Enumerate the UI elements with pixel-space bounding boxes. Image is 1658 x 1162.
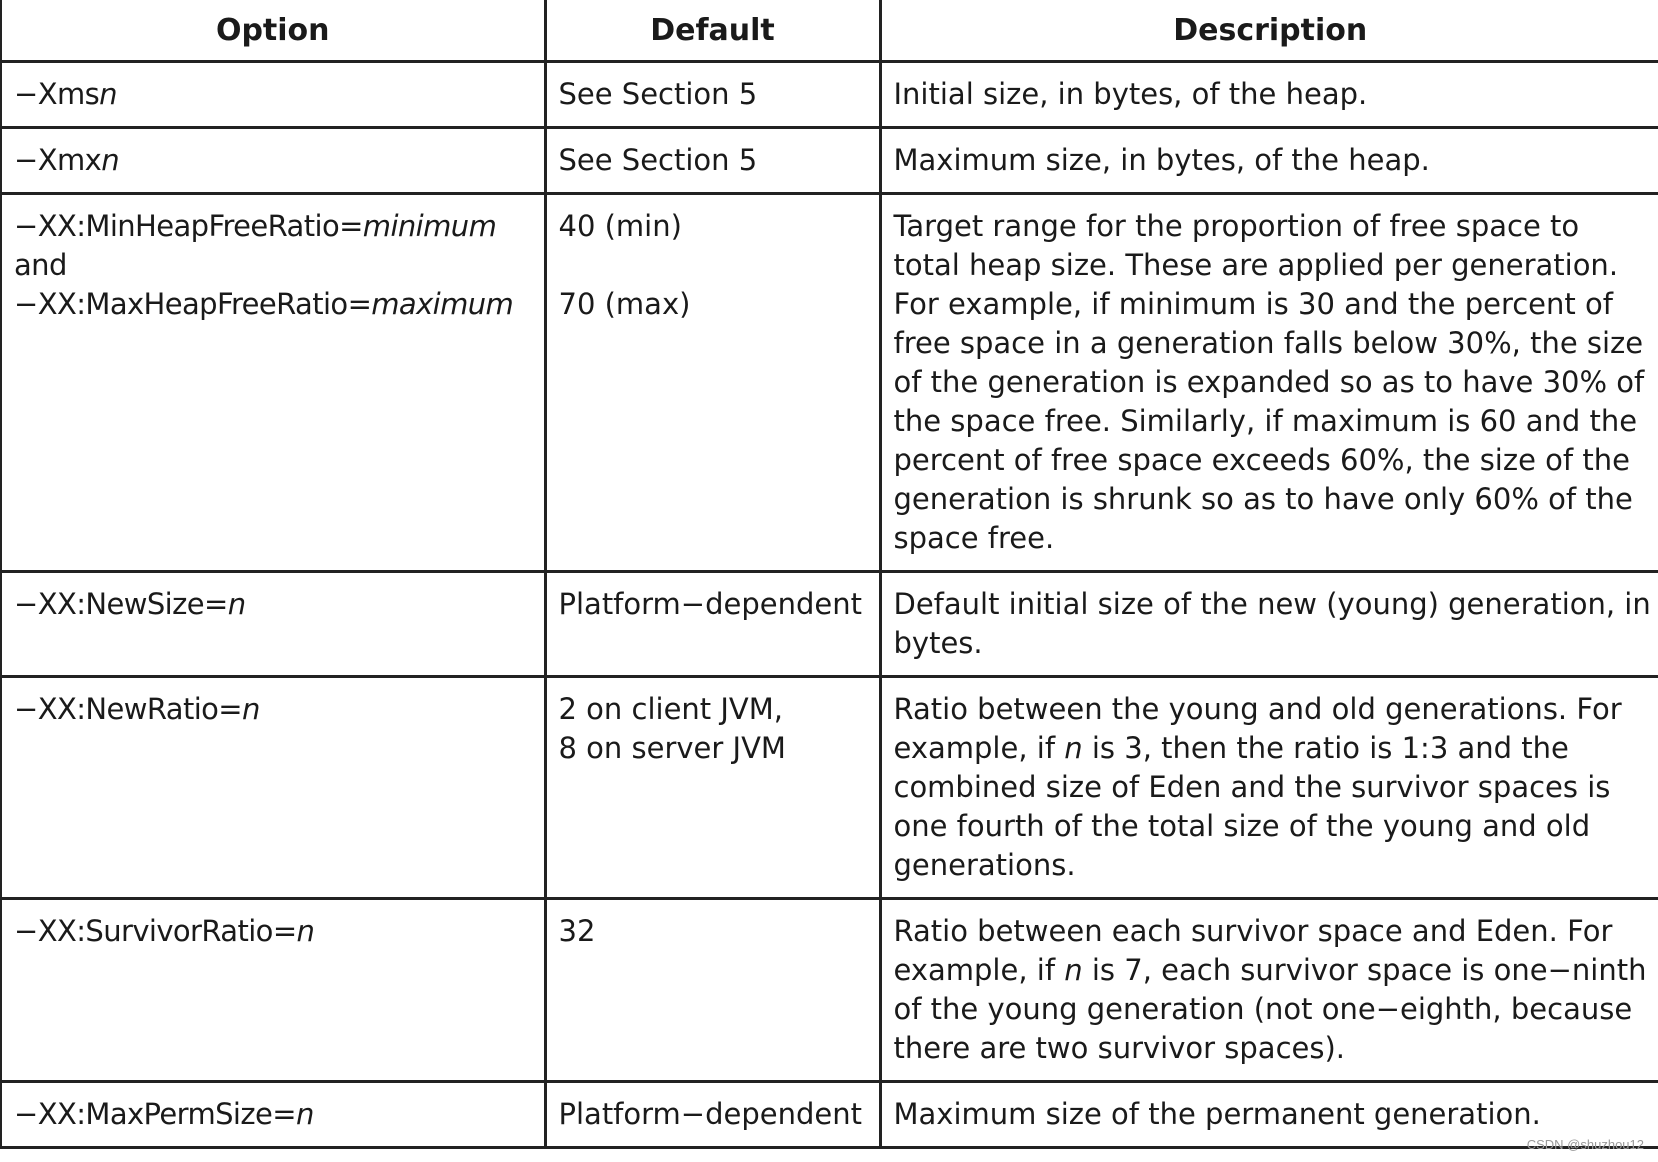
default-line: 8 on server JVM bbox=[558, 731, 786, 765]
default-line: 2 on client JVM, bbox=[558, 692, 784, 726]
description-cell: Maximum size of the permanent generation. bbox=[880, 1082, 1658, 1148]
description-text: Ratio between the young and old generations. For example, if bbox=[893, 692, 1622, 765]
option-cell bbox=[1, 677, 545, 899]
table-row bbox=[1, 572, 1658, 677]
default-cell: 32 bbox=[545, 899, 880, 1082]
description-cell bbox=[880, 899, 1658, 1082]
watermark: CSDN @shuzhou12 bbox=[1526, 1137, 1644, 1152]
option-cell bbox=[1, 572, 545, 677]
description-text: is 3, then the ratio is 1:3 and the combined size of Eden and the survivor spaces is one fourth of the total size of the young and old generations. bbox=[893, 731, 1611, 882]
description-cell: Initial size, in bytes, of the heap. bbox=[880, 62, 1658, 128]
option-line bbox=[14, 207, 532, 246]
option-cell bbox=[1, 128, 545, 194]
option-conjunction: and bbox=[14, 248, 67, 282]
option-name: −XX:MaxHeapFreeRatio= bbox=[14, 287, 372, 321]
option-param: n bbox=[295, 1097, 314, 1131]
header-row bbox=[1, 0, 1658, 62]
table-row bbox=[1, 677, 1658, 899]
option-name: −Xmx bbox=[14, 143, 102, 177]
option-cell bbox=[1, 1082, 545, 1148]
default-cell: See Section 5 bbox=[545, 128, 880, 194]
option-param: n bbox=[227, 587, 246, 621]
option-line bbox=[14, 285, 532, 324]
description-param: n bbox=[1064, 953, 1083, 987]
option-name: −XX:MaxPermSize= bbox=[14, 1097, 296, 1131]
description-text: Ratio between each survivor space and Eden. For example, if bbox=[893, 914, 1613, 987]
header-default: Default bbox=[545, 0, 880, 62]
table-row bbox=[1, 899, 1658, 1082]
table-row bbox=[1, 62, 1658, 128]
default-cell: Platform−dependent bbox=[545, 1082, 880, 1148]
table-row bbox=[1, 194, 1658, 572]
option-name: −XX:SurvivorRatio= bbox=[14, 914, 297, 948]
option-param: n bbox=[99, 77, 117, 111]
option-param: n bbox=[101, 143, 119, 177]
description-text: is 7, each survivor space is one−ninth of the young generation (not one−eighth, because there are two survivor spaces). bbox=[893, 953, 1647, 1065]
option-name: −XX:NewRatio= bbox=[14, 692, 243, 726]
default-cell: Platform−dependent bbox=[545, 572, 880, 677]
table-row bbox=[1, 128, 1658, 194]
default-cell bbox=[545, 677, 880, 899]
option-name: −Xms bbox=[14, 77, 100, 111]
default-min: 40 (min) bbox=[558, 209, 682, 243]
option-cell bbox=[1, 899, 545, 1082]
description-cell bbox=[880, 677, 1658, 899]
option-param: maximum bbox=[371, 287, 514, 321]
description-cell: Maximum size, in bytes, of the heap. bbox=[880, 128, 1658, 194]
option-name: −XX:NewSize= bbox=[14, 587, 228, 621]
default-cell bbox=[545, 194, 880, 572]
description-cell: Default initial size of the new (young) generation, in bytes. bbox=[880, 572, 1658, 677]
option-cell bbox=[1, 194, 545, 572]
header-option: Option bbox=[1, 0, 545, 62]
description-cell: Target range for the proportion of free space to total heap size. These are applied per generation. For example, if minimum is 30 and the percent of free space in a generation falls below 30%, the size of the generation is expanded so as to have 30% of the space free. Similarly, if maximum is 60 and the percent of free space exceeds 60%, the size of the generation is shrunk so as to have only 60% of the space free. bbox=[880, 194, 1658, 572]
option-param: n bbox=[242, 692, 260, 726]
table-row bbox=[1, 1082, 1658, 1148]
option-param: minimum bbox=[362, 209, 497, 243]
option-name: −XX:MinHeapFreeRatio= bbox=[14, 209, 363, 243]
default-cell: See Section 5 bbox=[545, 62, 880, 128]
header-description: Description bbox=[880, 0, 1658, 62]
option-param: n bbox=[296, 914, 315, 948]
option-cell bbox=[1, 62, 545, 128]
description-param: n bbox=[1064, 731, 1083, 765]
spacer bbox=[559, 246, 867, 285]
default-max: 70 (max) bbox=[558, 287, 691, 321]
